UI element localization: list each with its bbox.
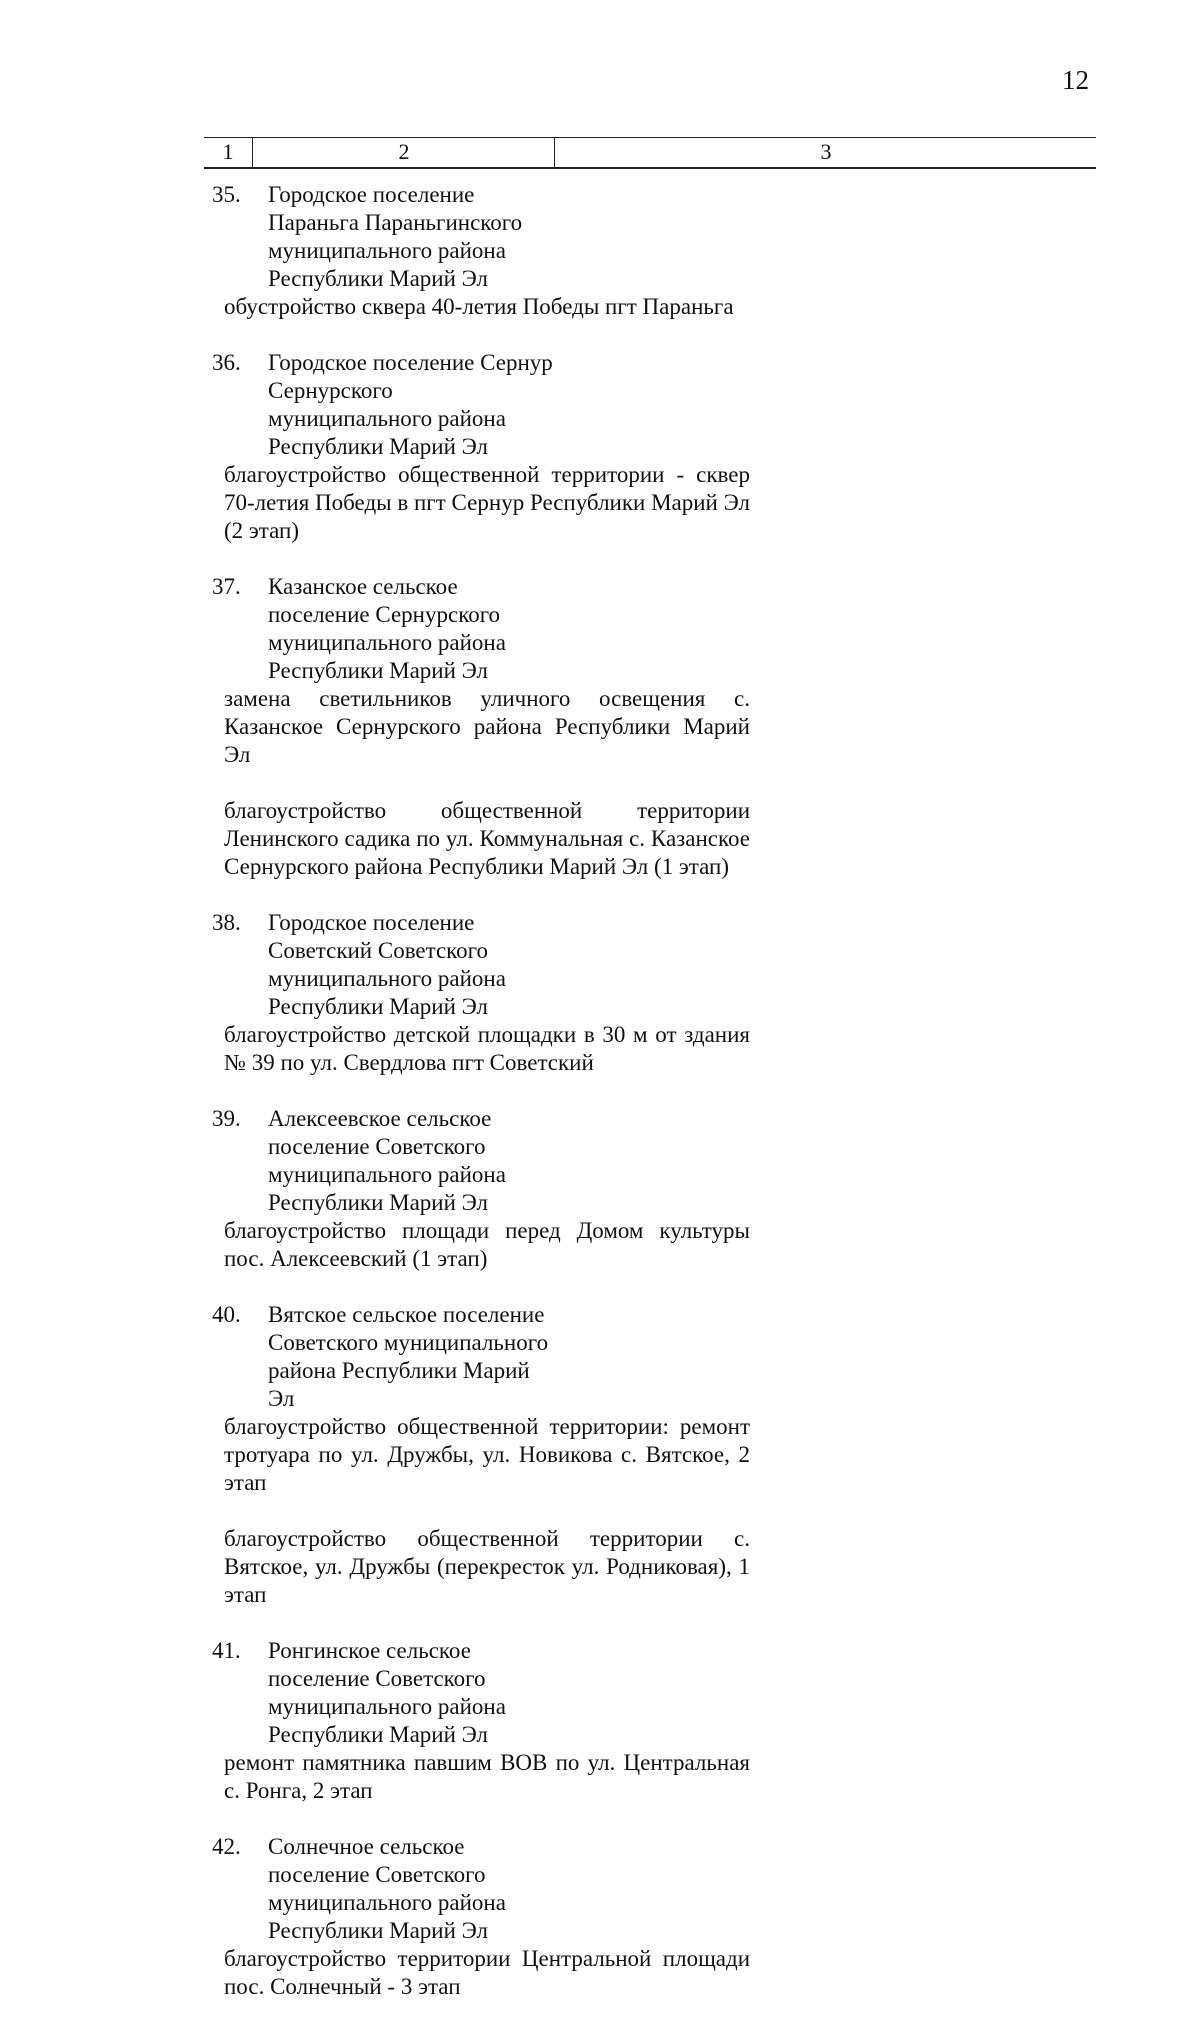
row-number: 35. xyxy=(212,182,241,207)
row-number: 42. xyxy=(212,1834,241,1859)
column-header-2: 2 xyxy=(254,138,555,167)
municipality-name: Солнечное сельское поселение Советского муниципального района Республики Марий Эл xyxy=(268,1834,506,1943)
municipality-name: Городское поселение Сернур Сернурского муниципального района Республики Марий Эл xyxy=(268,350,553,459)
table-row xyxy=(204,1105,1096,1273)
work-item: ремонт памятника павшим ВОВ по ул. Центральная с. Ронга, 2 этап xyxy=(224,1750,750,1803)
municipality-name: Городское поселение Советский Советского муниципального района Республики Марий Эл xyxy=(268,910,506,1019)
works-list xyxy=(224,461,750,545)
table-row xyxy=(204,181,1096,321)
municipality-name: Городское поселение Параньга Параньгинского муниципального района Республики Марий Эл xyxy=(268,182,523,291)
municipality-name: Алексеевское сельское поселение Советского муниципального района Республики Марий Эл xyxy=(268,1106,506,1215)
row-number: 36. xyxy=(212,350,241,375)
work-item: благоустройство общественной территории Ленинского садика по ул. Коммунальная с. Казанское Сернурского района Республики Марий Эл (1 этап) xyxy=(224,798,750,879)
table-row xyxy=(204,909,1096,1077)
table-row xyxy=(204,349,1096,545)
works-list xyxy=(224,1945,750,2001)
table-column-headers xyxy=(204,137,1096,169)
works-list xyxy=(224,1413,750,1609)
column-header-3: 3 xyxy=(820,139,832,164)
municipality-name: Вятское сельское поселение Советского муниципального района Республики Марий Эл xyxy=(268,1302,549,1411)
work-item: благоустройство общественной территории - сквер 70-летия Победы в пгт Сернур Республики Марий Эл (2 этап) xyxy=(224,462,750,543)
table-row xyxy=(204,1637,1096,1805)
column-header-1: 1 xyxy=(204,138,253,167)
work-item: благоустройство общественной территории с. Вятское, ул. Дружбы (перекресток ул. Родниковая), 1 этап xyxy=(224,1526,750,1607)
municipality-name: Казанское сельское поселение Сернурского муниципального района Республики Марий Эл xyxy=(268,574,506,683)
table-row xyxy=(204,1301,1096,1609)
work-item: замена светильников уличного освещения с. Казанское Сернурского района Республики Марий Эл xyxy=(224,686,750,767)
work-item: благоустройство общественной территории: ремонт тротуара по ул. Дружбы, ул. Новикова с. Вятское, 2 этап xyxy=(224,1414,750,1495)
row-number: 38. xyxy=(212,910,241,935)
row-number: 41. xyxy=(212,1638,241,1663)
row-number: 37. xyxy=(212,574,241,599)
works-list xyxy=(224,293,750,321)
row-number: 39. xyxy=(212,1106,241,1131)
works-list xyxy=(224,1217,750,1273)
works-list xyxy=(224,685,750,881)
page-number: 12 xyxy=(1062,65,1089,95)
works-list xyxy=(224,1749,750,1805)
table-row xyxy=(204,1833,1096,2001)
work-item: обустройство сквера 40-летия Победы пгт Параньга xyxy=(224,294,734,319)
municipality-name: Ронгинское сельское поселение Советского муниципального района Республики Марий Эл xyxy=(268,1638,506,1747)
row-number: 40. xyxy=(212,1302,241,1327)
table-body xyxy=(204,181,1096,2029)
work-item: благоустройство площади перед Домом культуры пос. Алексеевский (1 этап) xyxy=(224,1218,750,1271)
work-item: благоустройство территории Центральной площади пос. Солнечный - 3 этап xyxy=(224,1946,750,1999)
work-item: благоустройство детской площадки в 30 м от здания № 39 по ул. Свердлова пгт Советский xyxy=(224,1022,750,1075)
works-list xyxy=(224,1021,750,1077)
table-row xyxy=(204,573,1096,881)
